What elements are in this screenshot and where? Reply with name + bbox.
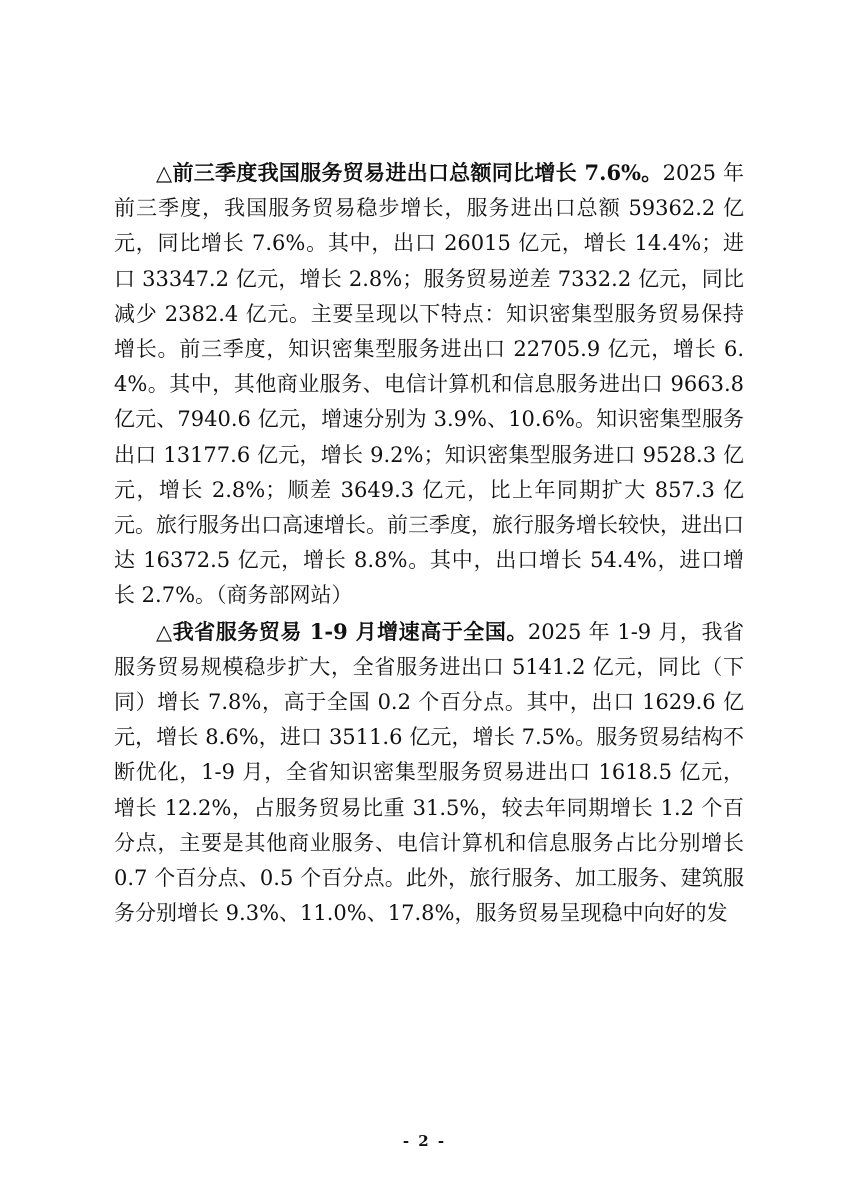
paragraph-provincial-service-trade xyxy=(114,614,744,932)
paragraph-lead-heading: △我省服务贸易 1-9 月增速高于全国。 xyxy=(156,618,528,644)
paragraph-national-service-trade xyxy=(114,155,744,614)
paragraph-lead-heading: △前三季度我国服务贸易进出口总额同比增长 7.6%。 xyxy=(156,160,663,185)
page-content xyxy=(114,155,744,931)
page-number: - 2 - xyxy=(402,1132,447,1150)
paragraph-body-text: 2025 年前三季度，我国服务贸易稳步增长，服务进出口总额 59362.2 亿元，同比增长 7.6%。其中，出口 26015 亿元，增长 14.4%；进口 33347.2 亿元，增长 2.8%；服务贸易逆差 7332.2 亿元，同比减少 2382.4 亿元。主要呈现以下特点：知识密集型服务贸易保持增长。前三季度，知识密集型服务进出口 22705.9 亿元，增长 6.4%。其中，其他商业服务、电信计算机和信息服务进出口 9663.8 亿元、7940.6 亿元，增速分别为 3.9%、10.6%。知识密集型服务出口 13177.6 亿元，增长 9.2%；知识密集型服务进口 9528.3 亿元，增长 2.8%；顺差 3649.3 亿元，比上年同期扩大 857.3 亿元。旅行服务出口高速增长。前三季度，旅行服务增长较快，进出口达 16372.5 亿元，增长 8.8%。其中，出口增长 54.4%，进口增长 2.7%。（商务部网站） xyxy=(114,161,745,608)
paragraph-body-text: 2025 年 1-9 月，我省服务贸易规模稳步扩大，全省服务进出口 5141.2 亿元，同比（下同）增长 7.8%，高于全国 0.2 个百分点。其中，出口 1629.6 亿元，增长 8.6%，进口 3511.6 亿元，增长 7.5%。服务贸易结构不断优化，1-9 月，全省知识密集型服务贸易进出口 1618.5 亿元，增长 12.2%，占服务贸易比重 31.5%，较去年同期增长 1.2 个百分点，主要是其他商业服务、电信计算机和信息服务占比分别增长 0.7 个百分点、0.5 个百分点。此外，旅行服务、加工服务、建筑服务分别增长 9.3%、11.0%、17.8%，服务贸易呈现稳中向好的发 xyxy=(114,619,744,926)
